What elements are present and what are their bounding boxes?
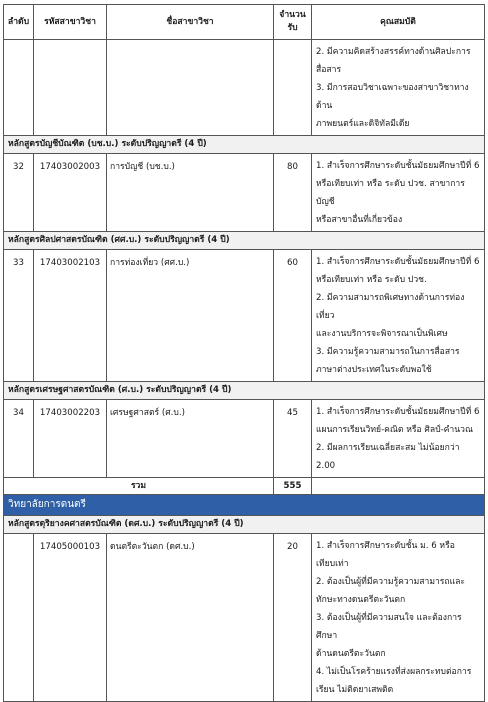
qual-line: และงานบริการจะพิจารณาเป็นพิเศษ xyxy=(316,329,448,339)
cell-name: การท่องเที่ยว (ศศ.บ.) xyxy=(107,250,274,382)
total-row xyxy=(4,478,485,495)
program-heading: หลักสูตรบัญชีบัณฑิต (บช.บ.) ระดับปริญญาตรี (4 ปี) xyxy=(4,136,485,154)
qual-line: ภาพยนตร์และดิจิทัลมีเดีย xyxy=(316,119,410,129)
cell-name: เศรษฐศาสตร์ (ศ.บ.) xyxy=(107,400,274,478)
cell-code: 17403002203 xyxy=(34,400,107,478)
qual-line: หรือเทียบเท่า หรือ ระดับ ปวช. สาขาการบัญชี xyxy=(316,179,465,207)
header-row xyxy=(4,5,485,40)
header-seq: ลำดับ xyxy=(4,5,34,40)
cell-code xyxy=(34,40,107,136)
cell-code: 17403002103 xyxy=(34,250,107,382)
cell-qualifications xyxy=(312,154,485,232)
header-seats xyxy=(274,5,312,40)
qual-line: หรือสาขาอื่นที่เกี่ยวข้อง xyxy=(316,215,403,225)
qual-line: 2. มีความคิดสร้างสรรค์ทางด้านศิลปะการ xyxy=(316,47,471,57)
table-row xyxy=(4,250,485,382)
qual-line: 1. สำเร็จการศึกษาระดับชั้นมัธยมศึกษาปีที่ 6 xyxy=(316,257,480,267)
program-heading: หลักสูตรศิลปศาสตรบัณฑิต (ศศ.บ.) ระดับปริญญาตรี (4 ปี) xyxy=(4,232,485,250)
qual-line: 1. สำเร็จการศึกษาระดับชั้นมัธยมศึกษาปีที่ 6 xyxy=(316,161,480,171)
table-row xyxy=(4,534,485,702)
header-seats-line1: จำนวน xyxy=(279,10,306,20)
cell-qualifications xyxy=(312,40,485,136)
header-qualifications: คุณสมบัติ xyxy=(312,5,485,40)
total-value: 555 xyxy=(274,478,312,495)
cell-code: 17405000103 xyxy=(34,534,107,702)
cell-code: 17403002003 xyxy=(34,154,107,232)
total-blank xyxy=(312,478,485,495)
cell-seats: 20 xyxy=(274,534,312,702)
qual-line: เรียน ไม่ติดยาเสพติด xyxy=(316,685,394,695)
program-heading-row xyxy=(4,516,485,534)
admission-table xyxy=(3,4,485,702)
cell-qualifications xyxy=(312,400,485,478)
college-heading-row xyxy=(4,495,485,516)
qual-line: 2. มีผลการเรียนเฉลี่ยสะสม ไม่น้อยกว่า 2.00 xyxy=(316,443,460,471)
header-code: รหัสสาขาวิชา xyxy=(34,5,107,40)
header-name: ชื่อสาขาวิชา xyxy=(107,5,274,40)
cell-seq: 32 xyxy=(4,154,34,232)
cell-seats: 45 xyxy=(274,400,312,478)
cell-name xyxy=(107,40,274,136)
cell-qualifications xyxy=(312,534,485,702)
qual-line: เทียบเท่า xyxy=(316,559,349,569)
qual-line: สื่อสาร xyxy=(316,65,342,75)
table-row xyxy=(4,40,485,136)
cell-seats: 80 xyxy=(274,154,312,232)
qual-line: 1. สำเร็จการศึกษาระดับชั้น ม. 6 หรือ xyxy=(316,541,455,551)
college-heading: วิทยาลัยการดนตรี xyxy=(4,495,485,516)
qual-line: ด้านดนตรีตะวันตก xyxy=(316,649,386,659)
qual-line: 2. มีความสามารถพิเศษทางด้านการท่องเที่ยว xyxy=(316,293,465,321)
program-heading-row xyxy=(4,382,485,400)
program-heading-row xyxy=(4,232,485,250)
cell-seats xyxy=(274,40,312,136)
qual-line: 1. สำเร็จการศึกษาระดับชั้นมัธยมศึกษาปีที่ 6 xyxy=(316,407,480,417)
cell-seq xyxy=(4,40,34,136)
cell-name: ดนตรีตะวันตก (ดศ.บ.) xyxy=(107,534,274,702)
cell-name: การบัญชี (บช.บ.) xyxy=(107,154,274,232)
qual-line: 4. ไม่เป็นโรคร้ายแรงที่ส่งผลกระทบต่อการ xyxy=(316,667,472,677)
total-label: รวม xyxy=(4,478,274,495)
cell-qualifications xyxy=(312,250,485,382)
cell-seq: 34 xyxy=(4,400,34,478)
qual-line: 3. มีความรู้ความสามารถในการสื่อสาร xyxy=(316,347,460,357)
program-heading: หลักสูตรดุริยางคศาสตรบัณฑิต (ดศ.บ.) ระดับปริญญาตรี (4 ปี) xyxy=(4,516,485,534)
table-row xyxy=(4,400,485,478)
qual-line: 3. มีการสอบวิชาเฉพาะของสาขาวิชาทางด้าน xyxy=(316,83,469,111)
qual-line: ทักษะทางดนตรีตะวันตก xyxy=(316,595,406,605)
program-heading-row xyxy=(4,136,485,154)
qual-line: แผนการเรียนวิทย์-คณิต หรือ ศิลป์-คำนวณ xyxy=(316,425,473,435)
qual-line: หรือเทียบเท่า หรือ ระดับ ปวช. xyxy=(316,275,427,285)
cell-seq xyxy=(4,534,34,702)
cell-seats: 60 xyxy=(274,250,312,382)
table-row xyxy=(4,154,485,232)
cell-seq: 33 xyxy=(4,250,34,382)
qual-line: ภาษาต่างประเทศในระดับพอใช้ xyxy=(316,365,432,375)
qual-line: 3. ต้องเป็นผู้ที่มีความสนใจ และต้องการศึกษา xyxy=(316,613,462,641)
header-seats-line2: รับ xyxy=(287,23,298,33)
program-heading: หลักสูตรเศรษฐศาสตรบัณฑิต (ศ.บ.) ระดับปริญญาตรี (4 ปี) xyxy=(4,382,485,400)
qual-line: 2. ต้องเป็นผู้ที่มีความรู้ความสามารถและ xyxy=(316,577,466,587)
